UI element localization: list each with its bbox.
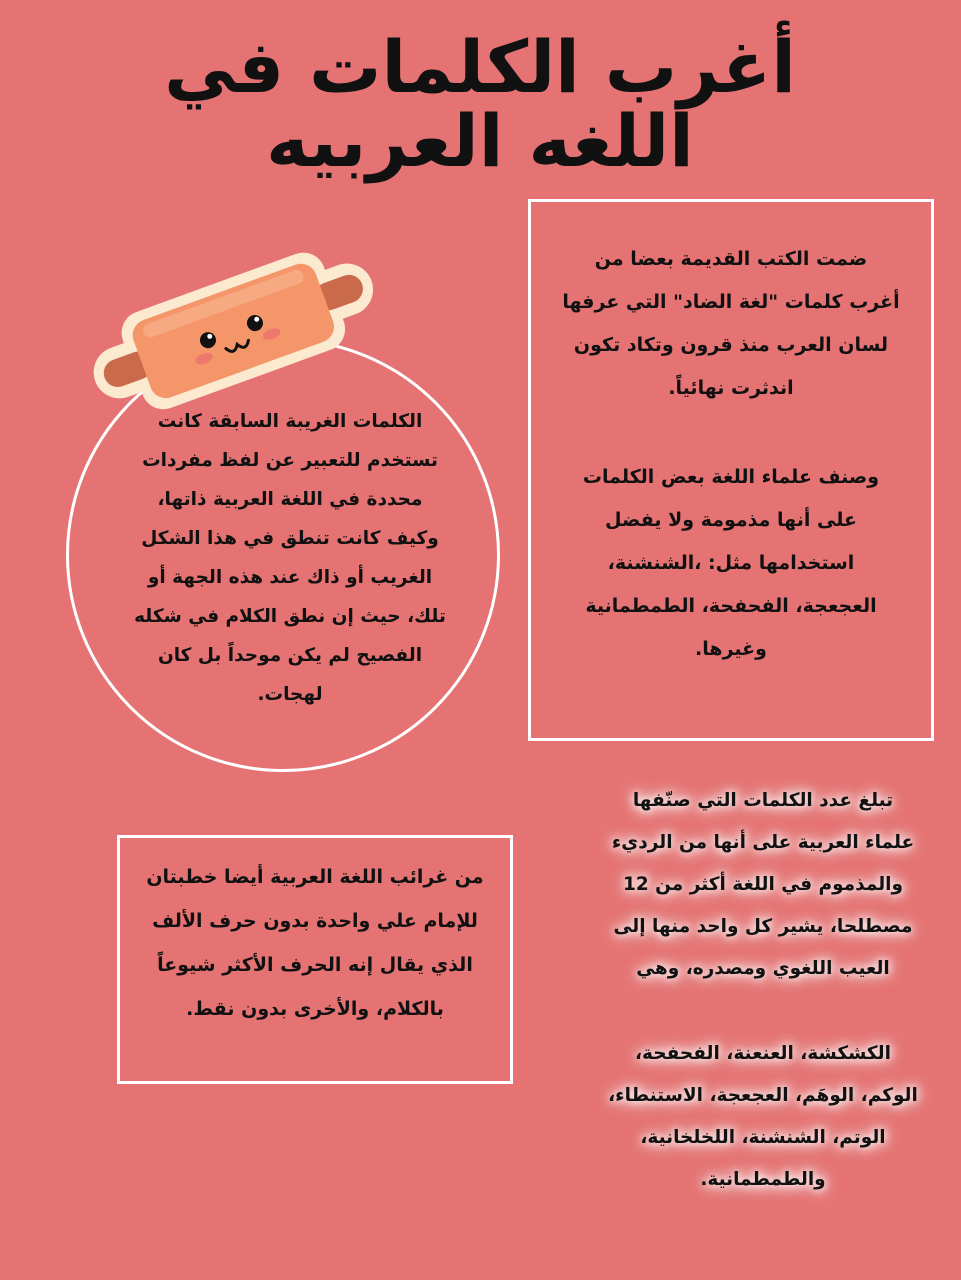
left-box-paragraph: من غرائب اللغة العربية أيضا خطبتان للإمام علي واحدة بدون حرف الألف الذي يقال إنه الحرف الأكثر شيوعاً بالكلام، والأخرى بدون نقط. <box>146 866 484 1020</box>
bottom-right-paragraph-2: الكشكشة، العنعنة، الفحفحة، الوكم، الوهَم، العجعجة، الاستنطاء، الوتم، الشنشنة، اللخلخانية، والطمطمانية. <box>608 1043 918 1190</box>
title-line-1: أغرب الكلمات في <box>164 25 796 109</box>
page-title <box>140 25 820 183</box>
circle-paragraph: الكلمات الغريبة السابقة كانت تستخدم للتعبير عن لفظ مفردات محددة في اللغة العربية ذاتها، وكيف كانت تنطق في هذا الشكل الغريب أو ذاك عند هذه الجهة أو تلك، حيث إن نطق الكلام في شكله الفصيح لم يكن موحداً بل كان لهجات. <box>134 411 446 705</box>
right-box-paragraph-2: وصنف علماء اللغة بعض الكلمات على أنها مذمومة ولا يفضل استخدامها مثل: ،الشنشنة، العجعجة، الفحفحة، الطمطمانية وغيرها. <box>582 466 880 660</box>
right-box-paragraph-1: ضمت الكتب القديمة بعضا من أغرب كلمات "لغة الضاد" التي عرفها لسان العرب منذ قرون وتكاد تكون اندثرت نهائياً. <box>562 248 900 399</box>
title-line-2: اللغه العربيه <box>266 99 694 183</box>
rolling-pin-icon <box>78 245 388 415</box>
bottom-right-paragraph-1: تبلغ عدد الكلمات التي صنّفها علماء العربية على أنها من الرديء والمذموم في اللغة أكثر من 12 مصطلحا، يشير كل واحد منها إلى العيب اللغوي ومصدره، وهي <box>611 790 915 979</box>
